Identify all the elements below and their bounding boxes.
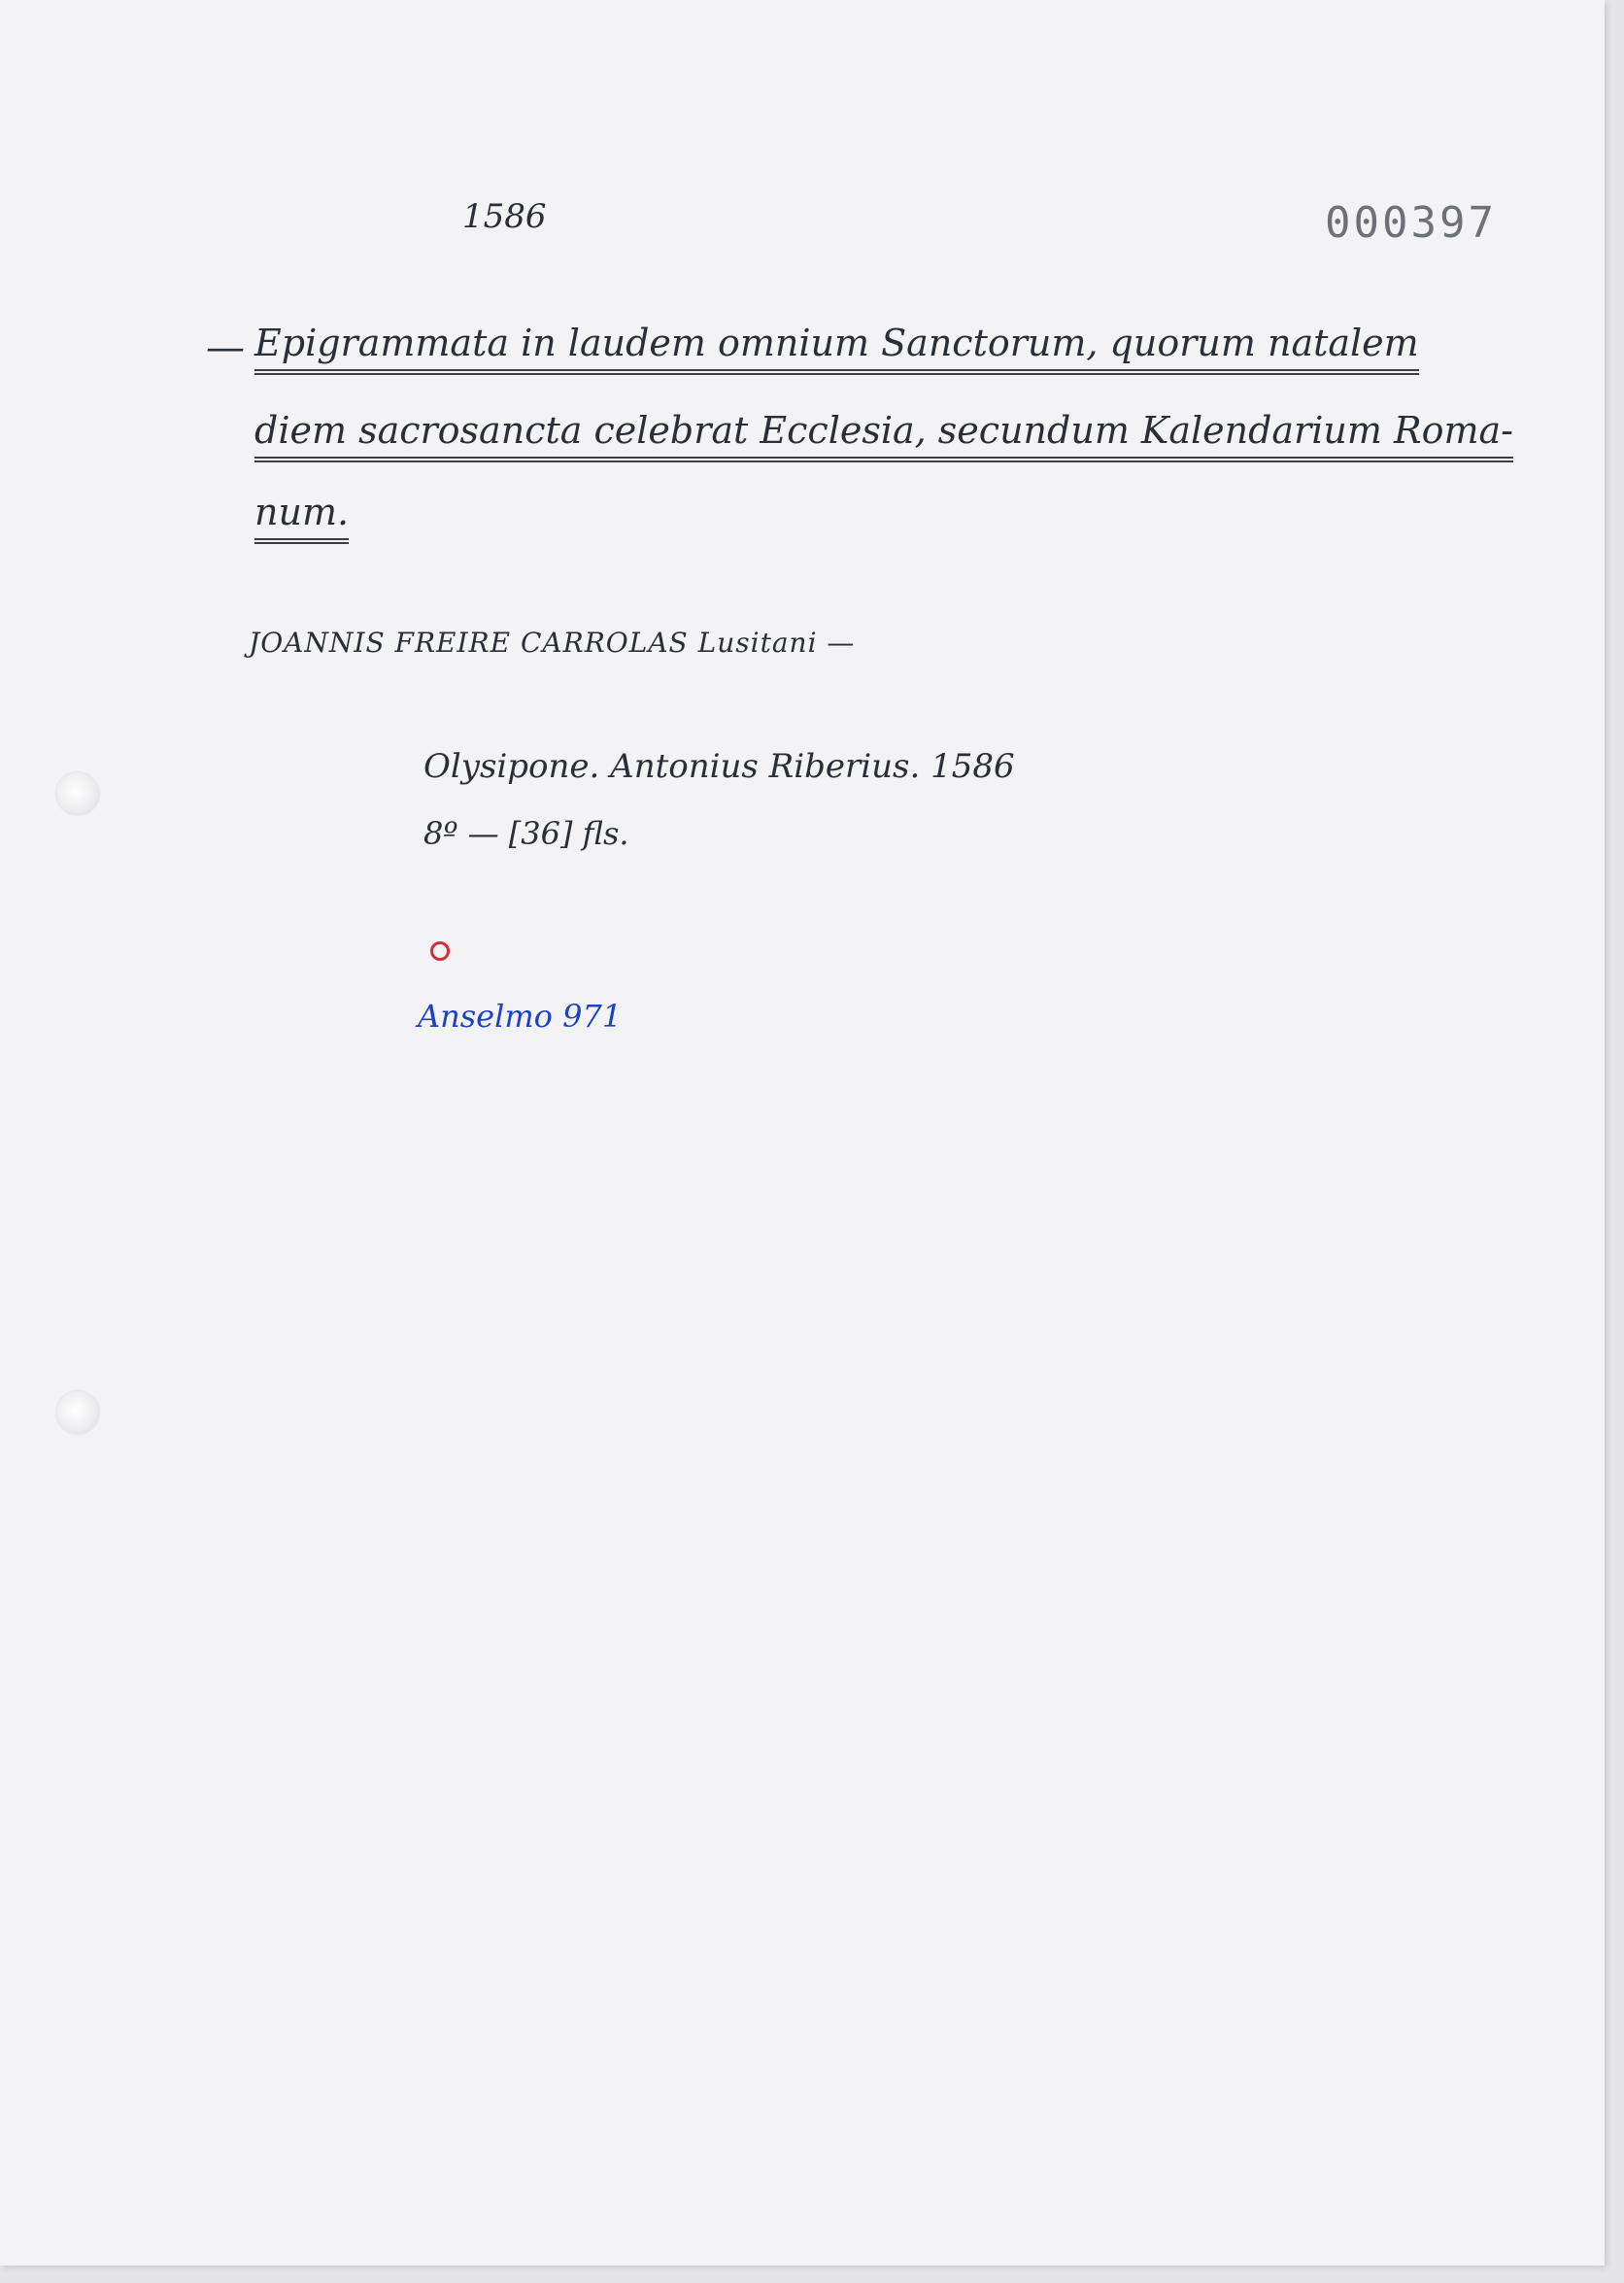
red-circle-mark bbox=[430, 941, 450, 961]
reference: Anselmo 971 bbox=[418, 998, 623, 1035]
title-line-1: Epigrammata in laudem omnium Sanctorum, quorum natalem bbox=[254, 324, 1419, 375]
title-line-2: diem sacrosancta celebrat Ecclesia, secundum Kalendarium Roma- bbox=[254, 412, 1513, 462]
author: JOANNIS FREIRE CARROLAS Lusitani — bbox=[249, 627, 856, 659]
title-dash: — bbox=[206, 325, 245, 370]
year: 1586 bbox=[462, 197, 547, 236]
title-line-3: num. bbox=[254, 494, 349, 544]
format: 8º — [36] fls. bbox=[423, 815, 629, 852]
imprint: Olysipone. Antonius Riberius. 1586 bbox=[423, 747, 1015, 786]
catalog-number-stamp: 000397 bbox=[1325, 198, 1497, 248]
punch-hole-top bbox=[56, 772, 99, 815]
punch-hole-bottom bbox=[56, 1391, 99, 1434]
